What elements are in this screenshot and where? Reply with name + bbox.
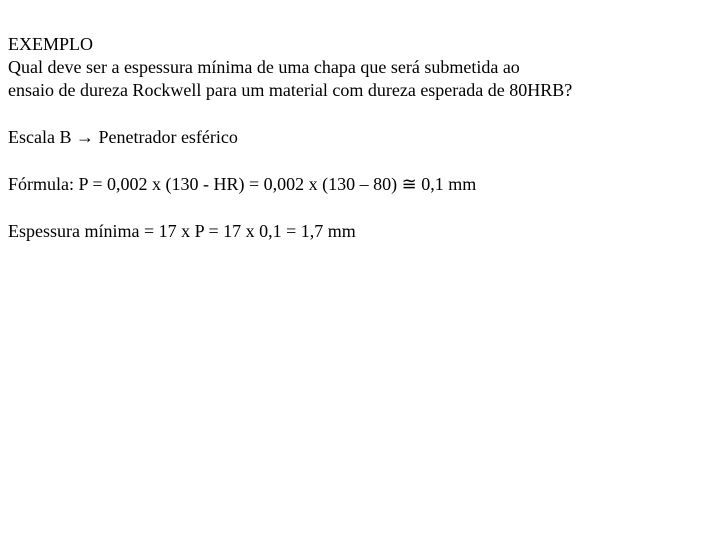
example-heading: EXEMPLO [8, 34, 93, 54]
question-line-1: Qual deve ser a espessura mínima de uma chapa que será submetida ao [8, 57, 520, 77]
spacer [8, 102, 708, 126]
scale-line: Escala B → Penetrador esférico [8, 127, 238, 147]
spacer [8, 196, 708, 220]
formula-line: Fórmula: P = 0,002 x (130 - HR) = 0,002 x (130 – 80) ≅ 0,1 mm [8, 174, 477, 194]
thickness-line: Espessura mínima = 17 x P = 17 x 0,1 = 1,7 mm [8, 221, 356, 241]
spacer [8, 149, 708, 173]
slide-content [8, 33, 708, 243]
question-line-2: ensaio de dureza Rockwell para um material com dureza esperada de 80HRB? [8, 80, 573, 100]
